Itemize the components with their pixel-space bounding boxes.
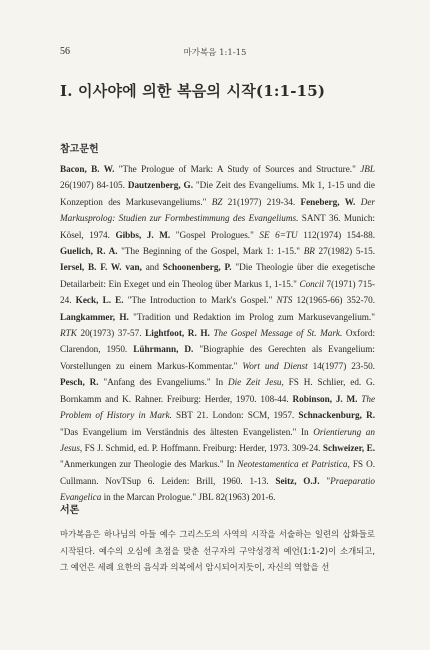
reference-text: "The Introduction to Mark's Gospel." [123, 295, 277, 306]
reference-details: FS H. Schlier, ed. G. Bornkamm and K. Rahner. Freiburg: Herder, 1970. 108-44. [60, 377, 375, 404]
reference-details: 26(1907) 84-105. [60, 180, 128, 191]
page-number: 56 [60, 46, 70, 57]
reference-text: " [319, 475, 331, 486]
reference-entry [60, 246, 375, 256]
reference-details: FS J. Schmid, ed. P. Hoffmann. Freiburg: Herder, 1973. 309-24. [82, 442, 323, 453]
reference-text: "Die Theologie über die exegetische Detailarbeit: Ein Exeget und ein Theolog über Markus 1, 1-15." [60, 262, 376, 289]
reference-text: "The Prologue of Mark: A Study of Sources and Structure." [114, 164, 361, 174]
reference-author: Schweizer, E. [322, 442, 375, 453]
reference-author: Robinson, J. M. [292, 393, 358, 404]
reference-title: Concil [299, 278, 324, 289]
reference-details: SANT 36. Munich: Kösel, 1974. [60, 213, 375, 240]
reference-title: The Problem of History in Mark. [60, 393, 376, 421]
page-header [60, 46, 370, 60]
reference-author: Seitz, O.J. [275, 475, 320, 486]
reference-entry [76, 295, 375, 305]
reference-author: Lightfoot, R. H. [145, 328, 210, 339]
reference-entry [60, 262, 163, 272]
reference-text: "Anmerkungen zur Theologie des Markus." In [60, 459, 238, 470]
reference-details: 21(1977) 219-34. [222, 196, 301, 207]
intro-heading: 서론 [60, 505, 80, 516]
reference-text: "Biographie des Gerechten als Evangelium: Vorstellungen zu einem Markus-Kommentar." [60, 344, 375, 371]
reference-title: NTS [276, 295, 293, 306]
reference-author: Schoonenberg, P. [162, 262, 232, 273]
reference-author: Keck, L. E. [75, 295, 124, 306]
reference-details: SBT 21. London: SCM, 1957. [171, 410, 299, 421]
reference-text: and [141, 262, 163, 273]
reference-author: Bacon, B. W. [60, 164, 115, 174]
reference-title: SE 6=TU [259, 229, 298, 240]
reference-title: Orientierung an Jesus, [60, 426, 375, 453]
reference-details: 20(1973) 37-57. [76, 328, 146, 339]
reference-author: Gibbs, J. M. [115, 229, 171, 240]
reference-text: "The Beginning of the Gospel, Mark 1: 1-15." [117, 246, 304, 257]
reference-author: Feneberg, W. [300, 196, 356, 207]
reference-text: "Tradition und Redaktion im Prolog zum Markusevangelium." [128, 311, 375, 322]
reference-title: Neotestamentica et Patristica, [237, 459, 350, 470]
reference-title: BR [303, 246, 315, 257]
reference-author: Dautzenberg, G. [127, 180, 193, 191]
reference-details: 112(1974) 154-88. [297, 229, 375, 240]
reference-title: Wort und Dienst [242, 360, 308, 371]
reference-details: Oxford: Clarendon, 1950. [60, 328, 376, 355]
reference-details: in the Marcan Prologue." JBL 82(1963) 201-6. [101, 492, 276, 503]
reference-details: 12(1965-66) 352-70. [292, 295, 375, 306]
reference-title: JBL [360, 164, 375, 174]
reference-author: Guelich, R. A. [60, 246, 118, 257]
references-heading: 참고문헌 [60, 144, 99, 155]
references-list [60, 161, 375, 506]
reference-text: "Gospel Prologues." [170, 229, 260, 240]
chapter-title: I. 이사야에 의한 복음의 시작(1:1-15) [60, 82, 326, 100]
reference-author: Pesch, R. [60, 377, 99, 388]
reference-details: 14(1977) 23-50. [307, 360, 375, 371]
reference-text: "Das Evangelium im Verständnis des ältesten Evangelisten." In [60, 426, 314, 437]
reference-title: Praeparatio Evangelica [60, 475, 375, 503]
reference-author: Iersel, B. F. W. van, [60, 262, 142, 273]
running-head: 마가복음 1:1-15 [183, 48, 247, 58]
reference-author: Schnackenburg, R. [298, 410, 376, 421]
reference-entry [115, 230, 375, 240]
reference-details: FS O. Cullmann. NovTSup 6. Leiden: Brill, 1960. 1-13. [60, 459, 376, 486]
reference-details: 7(1971) 715-24. [60, 278, 375, 306]
reference-text: "Die Zeit des Evangeliums. Mk 1, 1-15 und die Konzeption des Markusevangeliums." [60, 180, 375, 207]
reference-title: Der Markusprolog: Studien zur Formbestimmung des Evangeliums. [60, 196, 375, 224]
reference-title: Die Zeit Jesu, [227, 377, 284, 388]
reference-author: Langkammer, H. [60, 311, 129, 322]
reference-title: BZ [211, 196, 223, 207]
reference-title: RTK [60, 328, 77, 339]
intro-paragraph: 마가복음은 하나님의 아들 예수 그리스도의 사역의 시작을 서술하는 일련의 삽화들로 시작된다. 예수의 오심에 초점을 맞춘 선구자의 구약성경적 예언(1:1-2)이 소개되고, 그 예언은 세례 요한의 음식과 의복에서 암시되어지듯이, 자신의 역할을 선 [60, 529, 375, 573]
reference-details: 27(1982) 5-15. [314, 246, 376, 257]
reference-author: Lührmann, D. [133, 344, 194, 355]
reference-text: "Anfang des Evangeliums." In [98, 377, 228, 388]
reference-title: The Gospel Message of St. Mark. [213, 328, 343, 339]
